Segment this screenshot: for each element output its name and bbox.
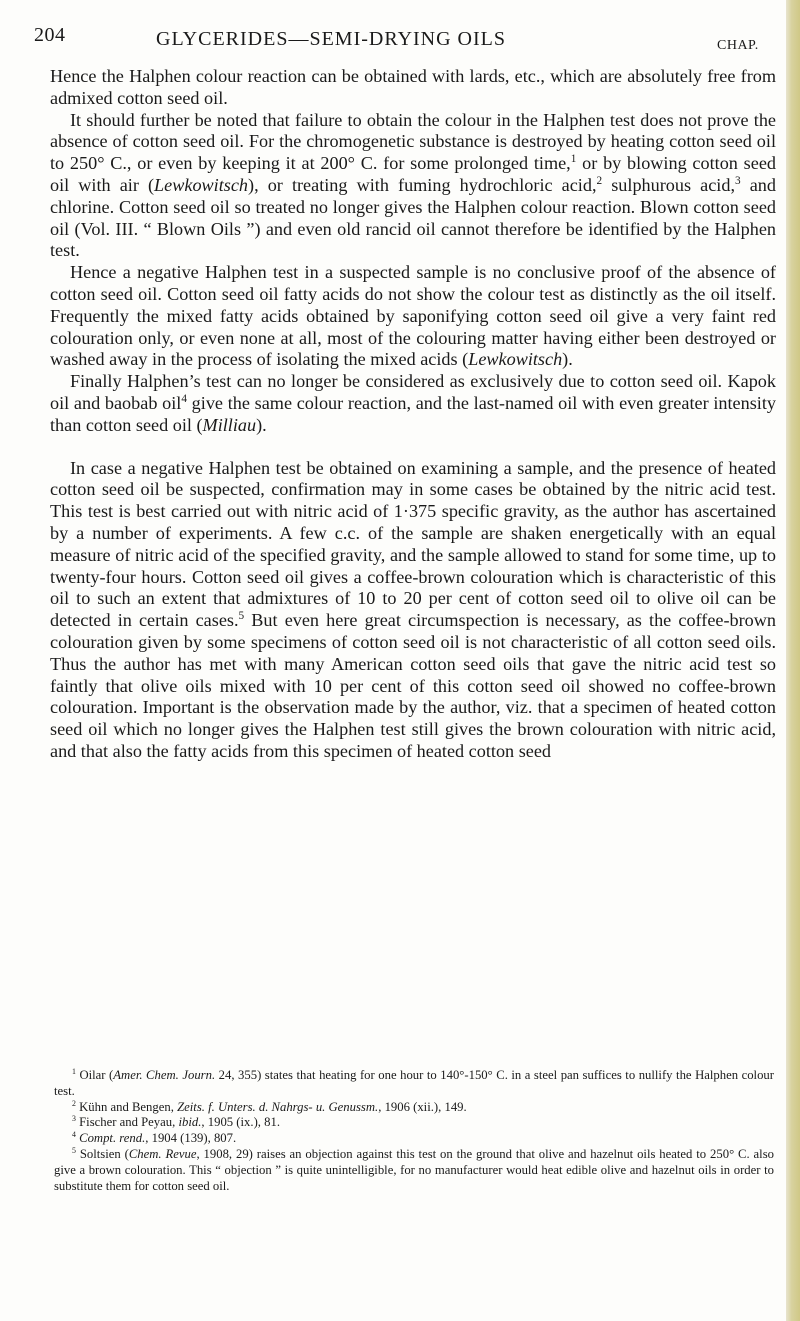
paragraph-5-text-b: But even here great circumspection is necessary, as the coffee-brown colouration given by some specimens of cotton seed oil is not characteristic of all cotton seed oils. Thus the author has met with many American cotton seed oils that gave the nitric acid test so faintly that olive oils mixed with 10 per cent of this cotton seed oil showed no coffee-brown colouration. Important is the observation made by the author, viz. that a specimen of heated cotton seed oil which no longer gives the Halphen test still gives the brown colouration with nitric acid, and that also the fatty acids from this specimen of heated cotton seed bbox=[50, 610, 776, 761]
footnote-2-journal: Zeits. f. Unters. d. Nahrgs- u. Genussm. bbox=[177, 1099, 379, 1114]
footnote-3-text-c: , 1905 (ix.), 81. bbox=[201, 1115, 280, 1130]
paragraph-4-text-a: Finally Halphen’s test can no longer be considered as exclusively due to cotton seed oil. Kapok oil and baobab oil bbox=[50, 371, 776, 413]
footnote-2 bbox=[54, 1100, 774, 1116]
footnote-3-journal: ibid. bbox=[178, 1115, 202, 1130]
footnote-ref-4: 4 bbox=[181, 392, 187, 405]
paragraph-4-text-d: ). bbox=[256, 414, 267, 435]
paragraph-2-text-a: It should further be noted that failure to obtain the colour in the Halphen test does not prove the absence of cotton seed oil. For the chromogenetic substance is destroyed by heating cotton seed oil to 250° C., or even by keeping it at 200° C. for some prolonged time, bbox=[50, 109, 776, 174]
footnote-1-journal: Amer. Chem. Journ. bbox=[113, 1068, 216, 1082]
paragraph-4-citation: Milliau bbox=[202, 414, 257, 435]
running-title: GLYCERIDES—SEMI-DRYING OILS bbox=[156, 28, 506, 50]
paragraph-3-text-c: ). bbox=[562, 349, 573, 370]
paragraph-2-citation: Lewkowitsch bbox=[154, 174, 249, 195]
footnote-5-journal: Chem. Revue bbox=[128, 1146, 197, 1161]
paragraph-3-text-a: Hence a negative Halphen test in a suspected sample is no conclusive proof of the absence of cotton seed oil. Cotton seed oil fatty acids do not show the colour test as distinctly as the oil itself. Frequently the mixed fatty acids obtained by saponifying cotton seed oil give a very faint red colouration only, or even none at all, most of the colouring matter having either been destroyed or washed away in the process of isolating the mixed acids ( bbox=[50, 262, 776, 370]
paragraph-1 bbox=[50, 66, 776, 110]
footnote-1-number: 1 bbox=[72, 1066, 76, 1076]
footnote-3-text-a: Fischer and Peyau, bbox=[75, 1115, 179, 1130]
footnote-ref-3: 3 bbox=[735, 174, 741, 187]
paragraph-3-citation: Lewkowitsch bbox=[468, 349, 563, 370]
footnote-1-text-a: Oilar ( bbox=[75, 1068, 114, 1082]
footnote-2-number: 2 bbox=[72, 1098, 76, 1108]
footnote-5 bbox=[54, 1147, 774, 1194]
paragraph-4-text-b: give the same colour reaction, and the last-named oil with even greater intensity than cotton seed oil ( bbox=[50, 392, 776, 435]
paragraph-5-text-a: In case a negative Halphen test be obtained on examining a sample, and the presence of heated cotton seed oil be suspected, confirmation may in some cases be obtained by the nitric acid test. This test is best carried out with nitric acid of 1·375 specific gravity, as the author has ascertained by a number of experiments. A few c.c. of the sample are shaken energetically with an equal measure of nitric acid of the specified gravity, and the sample allowed to stand for some time, up to twenty-four hours. Cotton seed oil gives a coffee-brown colouration which is characteristic of this oil to such an extent that admixtures of 10 to 20 per cent of cotton seed oil to olive oil can be detected in certain cases. bbox=[50, 457, 776, 631]
paragraph-2-text-e: sulphurous acid, bbox=[602, 174, 735, 195]
footnote-4 bbox=[54, 1131, 774, 1147]
chapter-label: CHAP. bbox=[717, 38, 759, 53]
footnote-4-journal: Compt. rend. bbox=[79, 1131, 146, 1146]
footnote-2-text-a: Kühn and Bengen, bbox=[75, 1099, 178, 1114]
paragraph-5 bbox=[50, 458, 776, 763]
paragraph-2-text-b: or by blowing cotton seed oil with air ( bbox=[50, 153, 776, 195]
footnote-2-text-c: , 1906 (xii.), 149. bbox=[378, 1099, 467, 1114]
footnote-1 bbox=[54, 1068, 774, 1100]
footnote-5-text-c: , 1908, 29) raises an objection against this test on the ground that olive and hazelnut oils heated to 250° C. also give a brown colouration. This “ objection ” is quite unintelligible, for no manufacturer would heat edible olive and hazelnut oils in order to substitute them for cotton seed oil. bbox=[54, 1146, 774, 1193]
footnote-ref-5: 5 bbox=[238, 610, 245, 623]
footnote-5-text-a: Soltsien ( bbox=[75, 1146, 129, 1161]
paragraph-2-text-d: ), or treating with fuming hydrochloric acid, bbox=[248, 174, 597, 195]
footnote-1-text-c: 24, 355) states that heating for one hour to 140°-150° C. in a steel pan suffices to nullify the Halphen colour test. bbox=[54, 1068, 774, 1098]
footnotes bbox=[54, 1068, 774, 1194]
page-header bbox=[34, 20, 774, 53]
page-edge-strip bbox=[786, 0, 800, 1321]
footnote-5-number: 5 bbox=[72, 1145, 76, 1155]
footnote-3 bbox=[54, 1115, 774, 1131]
footnote-ref-2: 2 bbox=[596, 174, 603, 187]
paragraph-2-text-f: and chlorine. Cotton seed oil so treated no longer gives the Halphen colour reaction. Blown cotton seed oil (Vol. III. “ Blown Oils ”) and even old rancid oil cannot therefore be identified by the Halphen test. bbox=[50, 174, 776, 261]
paragraph-4 bbox=[50, 371, 776, 436]
footnote-4-number: 4 bbox=[72, 1129, 76, 1139]
paragraph-3 bbox=[50, 262, 776, 371]
footnote-3-number: 3 bbox=[72, 1114, 76, 1124]
paragraph-2 bbox=[50, 110, 776, 263]
paragraph-1-text: Hence the Halphen colour reaction can be obtained with lards, etc., which are absolutely free from admixed cotton seed oil. bbox=[50, 66, 776, 108]
footnote-4-text-c: , 1904 (139), 807. bbox=[145, 1131, 237, 1146]
body-text bbox=[50, 66, 776, 763]
footnote-ref-1: 1 bbox=[570, 153, 577, 166]
page-number: 204 bbox=[34, 24, 66, 46]
